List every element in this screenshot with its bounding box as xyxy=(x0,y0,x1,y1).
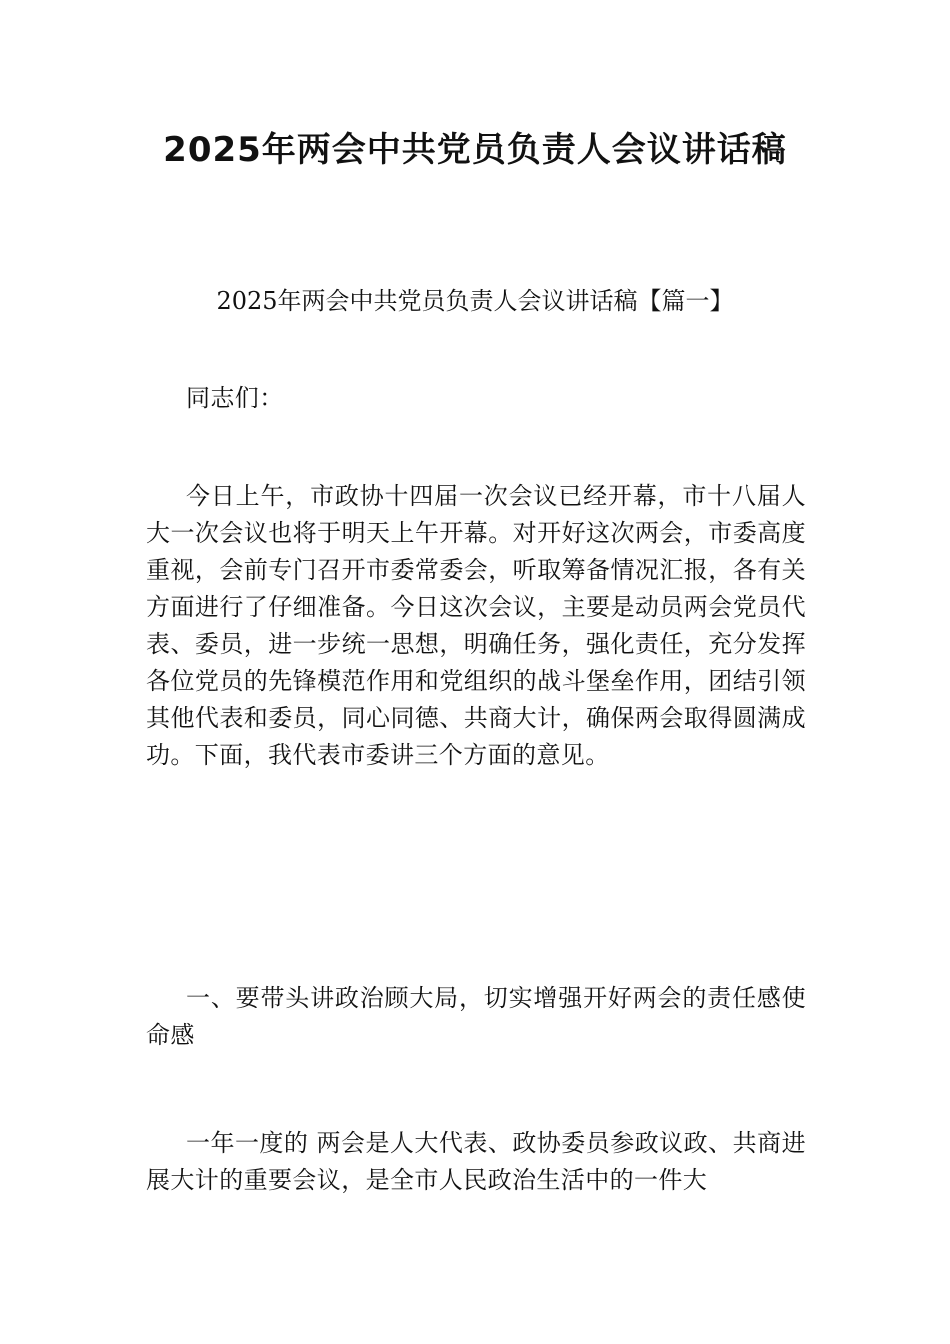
body-paragraph-2: 一年一度的 两会是人大代表、政协委员参政议政、共商进展大计的重要会议，是全市人民政治生活中的一件大 xyxy=(146,1129,806,1194)
document-subtitle: 2025年两会中共党员负责人会议讲话稿【篇一】 xyxy=(216,287,734,315)
body-paragraph-1: 今日上午，市政协十四届一次会议已经开幕，市十八届人大一次会议也将于明天上午开幕。对开好这次两会，市委高度重视，会前专门召开市委常委会，听取筹备情况汇报，各有关方面进行了仔细准备。今日这次会议，主要是动员两会党员代表、委员，进一步统一思想，明确任务，强化责任，充分发挥各位党员的先锋模范作用和党组织的战斗堡垒作用，团结引领其他代表和委员，同心同德、共商大计，确保两会取得圆满成功。下面，我代表市委讲三个方面的意见。 xyxy=(146,482,806,769)
greeting-paragraph: 同志们： xyxy=(186,384,284,412)
document-title: 2025年两会中共党员负责人会议讲话稿 xyxy=(163,130,787,170)
section-heading-1: 一、要带头讲政治顾大局，切实增强开好两会的责任感使命感 xyxy=(146,984,806,1049)
